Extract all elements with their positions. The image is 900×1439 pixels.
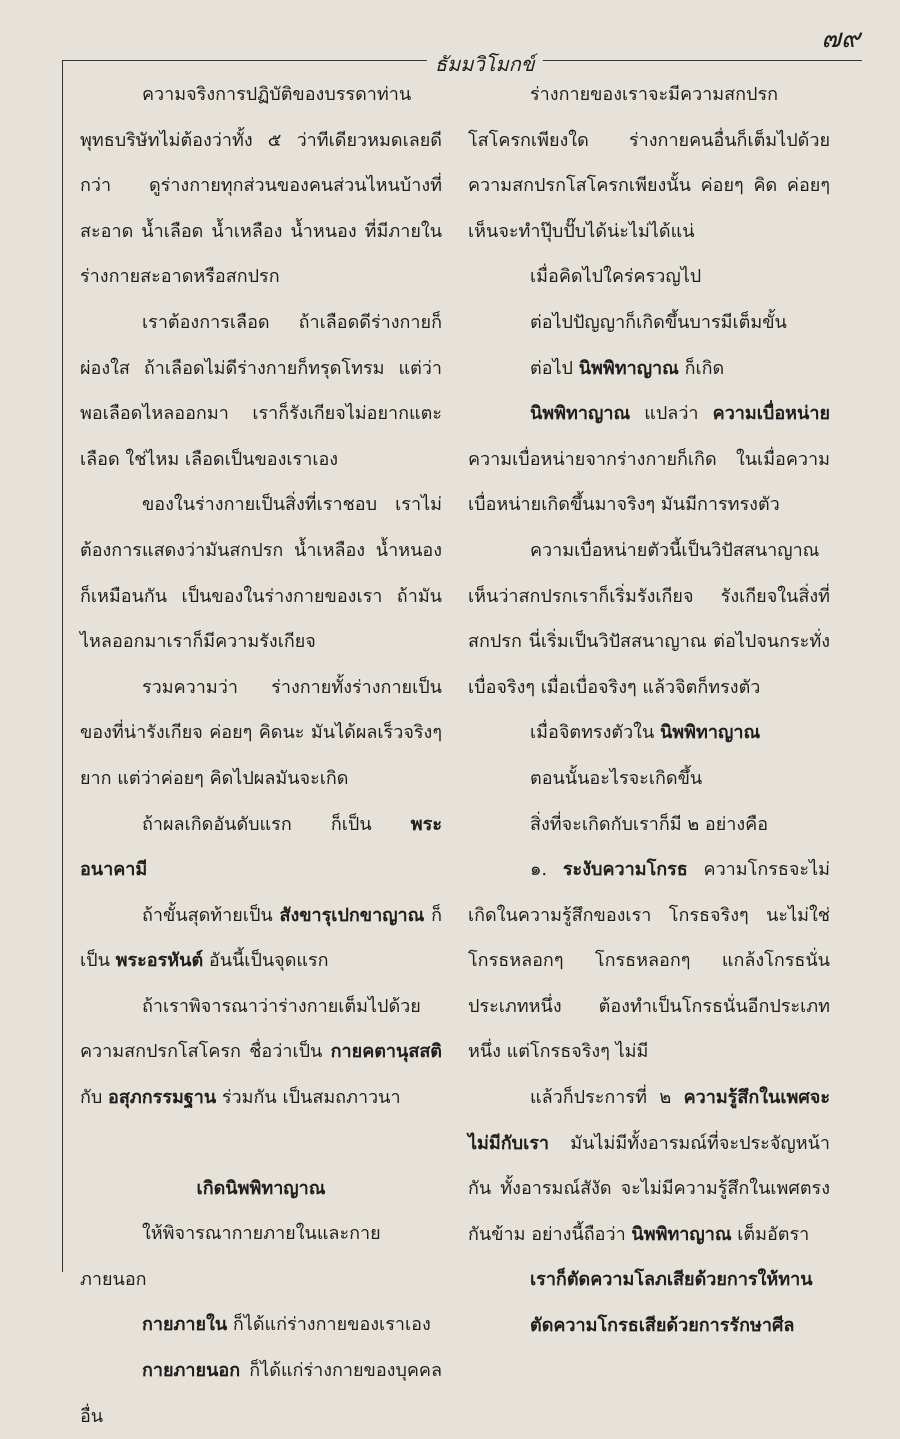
running-header: ธัมมวิโมกข์ [427, 48, 543, 80]
paragraph: ความเบื่อหน่ายตัวนี้เป็นวิปัสสนาญาณ เห็นว่าสกปรกเราก็เริ่มรังเกียจ รังเกียจในสิ่งที่สกปรก นี่เริ่มเป็นวิปัสสนาญาณ ต่อไปจนกระทั่งเบื่อจริงๆ เมื่อเบื่อจริงๆ แล้วจิตก็ทรงตัว [468, 539, 830, 698]
paragraph: เมื่อคิดไปใคร่ครวญไป [530, 266, 702, 288]
paragraph: ถ้าผลเกิดอันดับแรก ก็เป็น พระอนาคามี [80, 813, 442, 881]
page-number: ๗๙ [821, 24, 860, 54]
paragraph: กายภายใน ก็ได้แก่ร่างกายของเราเอง [142, 1314, 431, 1336]
paragraph: ตอนนั้นอะไรจะเกิดขึ้น [530, 767, 703, 789]
paragraph: เราต้องการเลือด ถ้าเลือดดีร่างกายก็ผ่องใส ถ้าเลือดไม่ดีร่างกายก็ทรุดโทรม แต่ว่าพอเลือดไหลออกมา เราก็รังเกียจไม่อยากแตะเลือด ใช่ไหม เลือดเป็นของเราเอง [80, 311, 442, 470]
paragraph: นิพพิทาญาณ แปลว่า ความเบื่อหน่าย ความเบื่อหน่ายจากร่างกายก็เกิด ในเมื่อความเบื่อหน่ายเกิดขึ้นมาจริงๆ มันมีการทรงตัว [468, 403, 830, 516]
paragraph: เมื่อจิตทรงตัวใน นิพพิทาญาณ [530, 722, 761, 744]
paragraph: ตัดความโกรธเสียด้วยการรักษาศีล [530, 1315, 795, 1337]
paragraph: แล้วก็ประการที่ ๒ ความรู้สึกในเพศจะไม่มีกับเรา มันไม่มีทั้งอารมณ์ที่จะประจัญหน้ากัน ทั้งอารมณ์สังัด จะไม่มีความรู้สึกในเพศตรงกันข้าม อย่างนี้ถือว่า นิพพิทาญาณ เต็มอัตรา [468, 1087, 830, 1245]
paragraph: ต่อไปปัญญาก็เกิดขึ้นบารมีเต็มขั้น [530, 311, 787, 333]
left-frame-rule [62, 60, 63, 1272]
paragraph: ความจริงการปฏิบัติของบรรดาท่านพุทธบริษัทไม่ต้องว่าทั้ง ๕ ว่าทีเดียวหมดเลยดีกว่า ดูร่างกายทุกส่วนของคนส่วนไหนบ้างที่สะอาด น้ำเลือด น้ำเหลือง น้ำหนอง ที่มีภายในร่างกายสะอาดหรือสกปรก [80, 84, 442, 288]
paragraph: สิ่งที่จะเกิดกับเราก็มี ๒ อย่างคือ [530, 813, 769, 835]
right-column [468, 72, 830, 1349]
paragraph: ของในร่างกายเป็นสิ่งที่เราชอบ เราไม่ต้องการแสดงว่ามันสกปรก น้ำเหลือง น้ำหนอง ก็เหมือนกัน เป็นของในร่างกายของเรา ถ้ามันไหลออกมาเราก็มีความรังเกียจ [80, 494, 442, 653]
paragraph: ร่างกายของเราจะมีความสกปรกโสโครกเพียงใด ร่างกายคนอื่นก็เต็มไปด้วยความสกปรกโสโครกเพียงนั้น ค่อยๆ คิด ค่อยๆ เห็นจะทำปุ๊บปั๊บได้น่ะไม่ได้แน่ [468, 84, 830, 242]
paragraph: กายภายนอก ก็ได้แก่ร่างกายของบุคคลอื่น [80, 1360, 442, 1427]
left-column [80, 72, 442, 1439]
paragraph: เราก็ตัดความโลภเสียด้วยการให้ทาน [530, 1269, 813, 1291]
paragraph: ถ้าขั้นสุดท้ายเป็น สังขารุเปกขาญาณ ก็เป็น พระอรหันต์ อันนี้เป็นจุดแรก [80, 904, 442, 972]
paragraph: ต่อไป นิพพิทาญาณ ก็เกิด [530, 357, 725, 379]
paragraph: รวมความว่า ร่างกายทั้งร่างกายเป็นของที่น่ารังเกียจ ค่อยๆ คิดนะ มันได้ผลเร็วจริงๆ ยาก แต่ว่าค่อยๆ คิดไปผลมันจะเกิด [80, 676, 442, 789]
paragraph: ถ้าเราพิจารณาว่าร่างกายเต็มไปด้วยความสกปรกโสโครก ชื่อว่าเป็น กายคตานุสสติ กับ อสุภกรรมฐาน ร่วมกัน เป็นสมถภาวนา [80, 995, 442, 1109]
paragraph: ให้พิจารณากายภายในและกายภายนอก [80, 1223, 381, 1290]
paragraph: ๑. ระงับความโกรธ ความโกรธจะไม่เกิดในความรู้สึกของเรา โกรธจริงๆ นะไม่ใช่โกรธหลอกๆ โกรธหลอกๆ แกล้งโกรธนั่นประเภทหนึ่ง ต้องทำเป็นโกรธนั่นอีกประเภทหนึ่ง แต่โกรธจริงๆ ไม่มี [468, 859, 831, 1063]
section-heading: เกิดนิพพิทาญาณ [196, 1177, 326, 1199]
